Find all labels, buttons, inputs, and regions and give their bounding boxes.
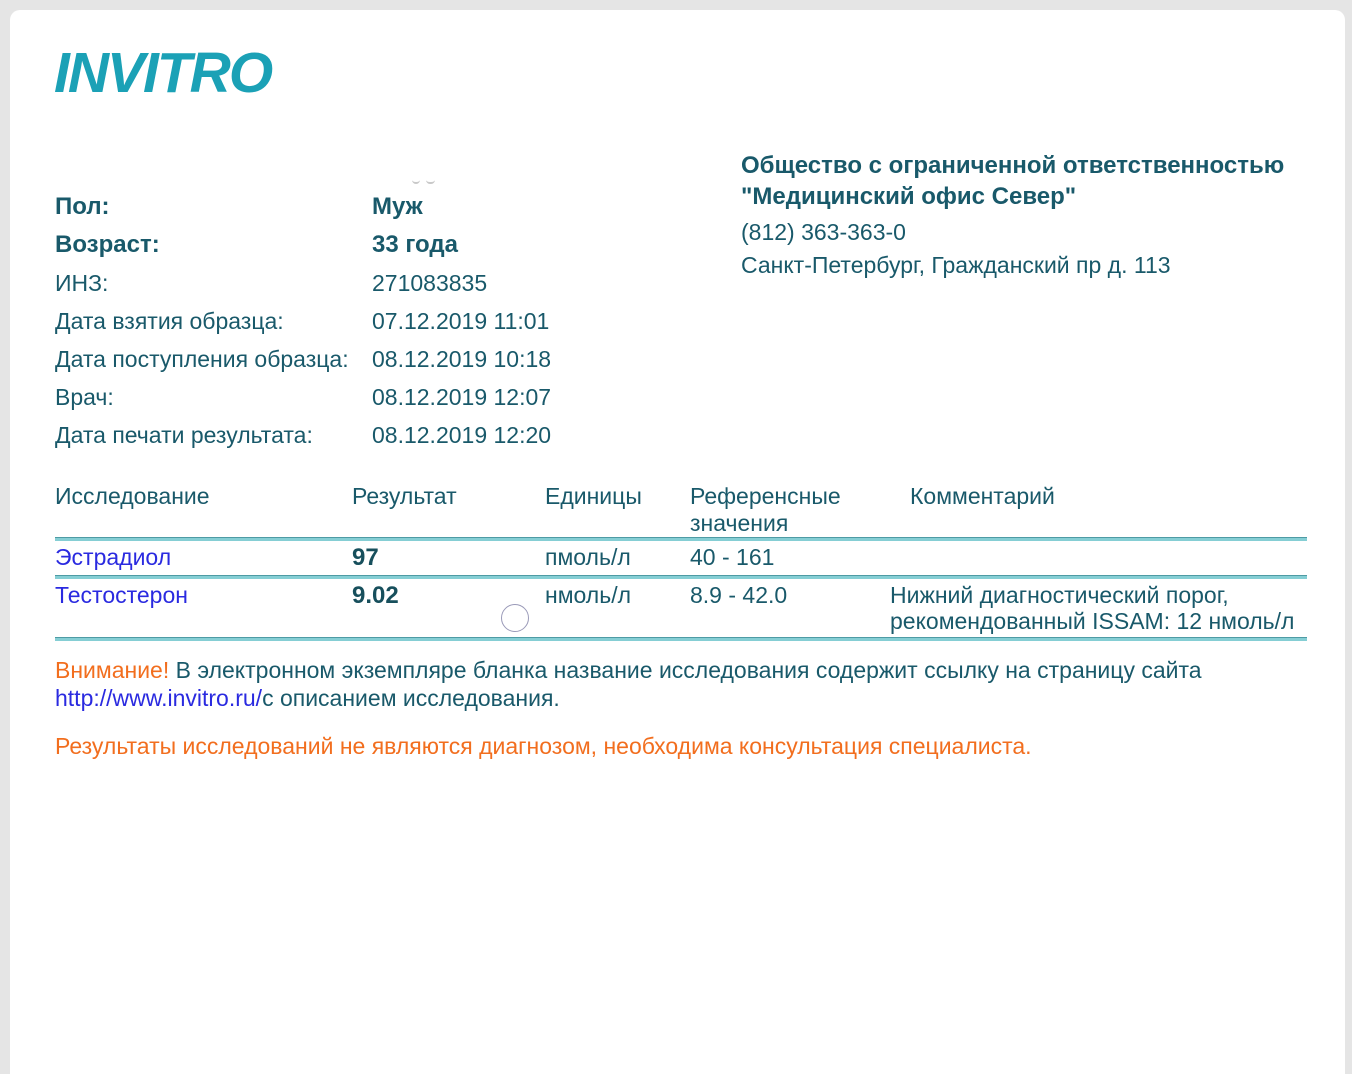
link-suffix-text: с описанием исследования. — [262, 685, 560, 711]
patient-info-list — [55, 188, 695, 454]
disclaimer-note: Результаты исследований не являются диагнозом, необходима консультация специалиста. — [55, 733, 1032, 759]
table-divider — [55, 537, 1307, 541]
info-label: Пол: — [55, 193, 110, 220]
test-link-estradiol[interactable]: Эстрадиол — [55, 544, 172, 570]
info-label: Врач: — [55, 383, 114, 410]
reference-value: 40 - 161 — [690, 544, 775, 570]
artifact-mark — [426, 177, 435, 184]
info-value: 07.12.2019 11:01 — [372, 307, 550, 334]
invitro-url-link[interactable]: http://www.invitro.ru/ — [55, 685, 263, 711]
info-value: 33 года — [372, 231, 458, 258]
table-row — [55, 544, 1307, 571]
circle-stamp-icon — [501, 604, 529, 632]
info-value: 08.12.2019 12:20 — [372, 421, 552, 448]
company-name-line2: "Медицинский офис Север" — [741, 183, 1077, 210]
header-comment: Комментарий — [910, 483, 1055, 509]
test-link-testosterone[interactable]: Тестостерон — [55, 582, 188, 608]
info-label: Возраст: — [55, 231, 160, 258]
attention-note — [55, 656, 1215, 712]
company-name-line1: Общество с ограниченной ответственностью — [741, 152, 1285, 179]
info-label: ИНЗ: — [55, 269, 109, 296]
header-reference: Референсные значения — [690, 483, 841, 536]
company-phone: (812) 363-363-0 — [741, 219, 906, 245]
invitro-logo: INVITRO — [54, 41, 272, 105]
result-value: 97 — [352, 544, 379, 571]
info-row-sample-received — [55, 340, 695, 378]
info-row-inz — [55, 264, 695, 302]
info-value: 08.12.2019 10:18 — [372, 345, 552, 372]
lab-report-page — [10, 10, 1345, 1074]
header-units: Единицы — [545, 483, 642, 509]
info-row-age — [55, 226, 695, 264]
info-label: Дата поступления образца: — [55, 345, 349, 372]
info-value: 08.12.2019 12:07 — [372, 383, 552, 410]
info-label: Дата взятия образца: — [55, 307, 284, 334]
info-row-print-date — [55, 416, 695, 454]
info-value: 271083835 — [372, 269, 488, 296]
info-value: Муж — [372, 193, 423, 220]
result-value: 9.02 — [352, 582, 399, 609]
info-row-sex — [55, 188, 695, 226]
company-info-block — [741, 150, 1316, 280]
header-test: Исследование — [55, 483, 210, 509]
attention-text: В электронном экземпляре бланка название исследования содержит ссылку на страницу сайта — [169, 657, 1202, 683]
table-divider — [55, 637, 1307, 641]
redacted-text-artifact — [412, 177, 446, 184]
info-row-doctor — [55, 378, 695, 416]
company-address: Санкт-Петербург, Гражданский пр д. 113 — [741, 252, 1171, 278]
table-row — [55, 582, 1307, 634]
units-value: нмоль/л — [545, 582, 632, 608]
results-table-header — [55, 483, 1307, 537]
units-value: пмоль/л — [545, 544, 631, 570]
attention-label: Внимание! — [55, 657, 170, 683]
info-label: Дата печати результата: — [55, 421, 313, 448]
reference-value: 8.9 - 42.0 — [690, 582, 788, 608]
artifact-mark — [412, 177, 420, 184]
info-row-sample-taken — [55, 302, 695, 340]
header-result: Результат — [352, 483, 457, 509]
comment-value: Нижний диагностический порог, рекомендованный ISSAM: 12 нмоль/л — [890, 582, 1295, 634]
table-divider — [55, 575, 1307, 579]
